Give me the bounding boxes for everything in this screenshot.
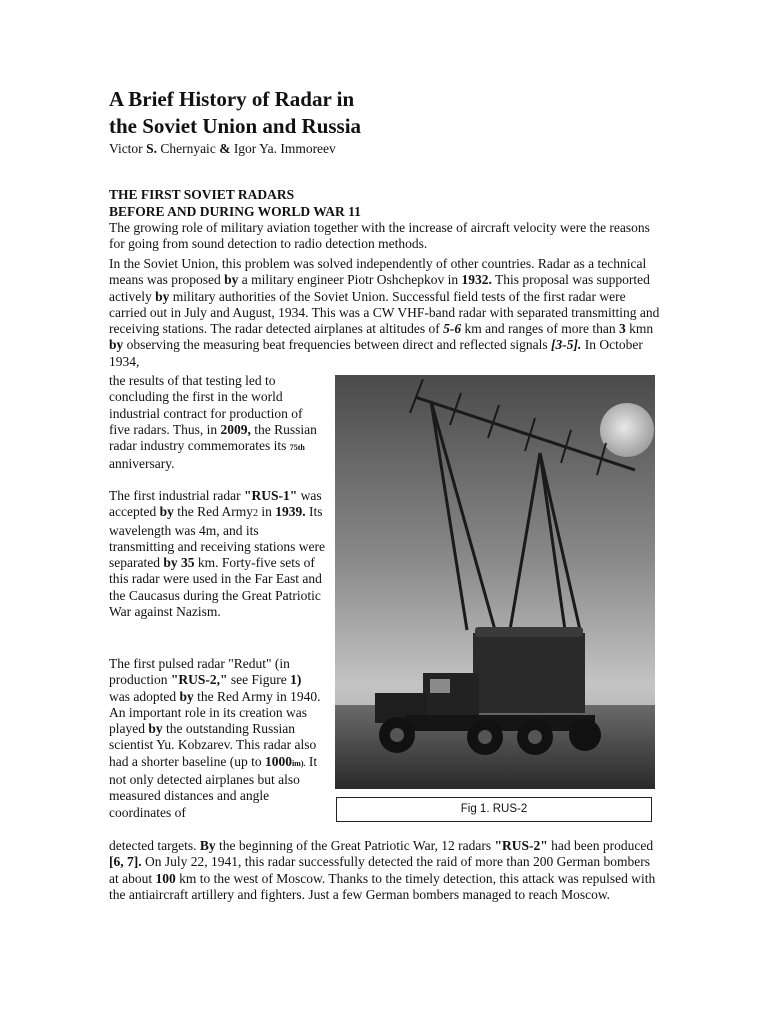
authors-line: Victor S. Chernyaic & Igor Ya. Immoreev [109,141,336,156]
column-paragraph-2: The first industrial radar "RUS-1" was accepted by the Red Army2 in 1939. Its wavelength was 4m, and its transmitting and receiving stations were separated by 35 km. Forty-five sets of this radar were used in the Far East and the Caucasus during the Great Patriotic War against Nazism. [109,488,325,620]
figure-caption: Fig 1. RUS-2 [336,797,652,822]
paragraph-2: In the Soviet Union, this problem was solved independently of other countries. Radar as a technical means was proposed by a military engineer Piotr Oshchepkov in 1932. This proposal was supported actively by military authorities of the Soviet Union. Successful field tests of the first radar were carried out in July and August, 1934. This was a CW VHF-band radar with separated transmitting and receiving stations. The radar detected airplanes at altitudes of 5-6 km and ranges of more than 3 kmn by observing the measuring beat frequencies between direct and reflected signals [3-5]. In October 1934, [109,256,660,369]
moon [600,403,654,457]
paragraph-4: detected targets. By the beginning of the Great Patriotic War, 12 radars "RUS-2" had been produced [6, 7]. On July 22, 1941, this radar successfully detected the raid of more than 200 German bombers at about 100 km to the west of Moscow. Thanks to the timely detection, this attack was repulsed with the antiaircraft artillery and fighters. Just a few German bombers managed to reach Moscow. [109,838,656,902]
title-line-2: the Soviet Union and Russia [109,114,362,138]
article-title [109,86,669,140]
column-paragraph-3: The first pulsed radar "Redut" (in production "RUS-2," see Figure 1) was adopted by the Red Army in 1940. An important role in its creation was played by the outstanding Russian scientist Yu. Kobzarev. This radar also had a shorter baseline (up to 1000im). It not only detected airplanes but also measured distances and angle coordinates of [109,656,321,820]
title-line-1: A Brief History of Radar in [109,87,355,111]
radar-truck-photo [335,375,655,789]
paragraph-1: The growing role of military aviation together with the increase of aircraft velocity were the reasons for going from sound detection to radio detection methods. [109,220,650,252]
column-paragraph-1: the results of that testing led to concluding the first in the world industrial contract for production of five radars. Thus, in 2009, the Russian radar industry commemorates its 75th anniversary. [109,373,317,472]
section-heading: THE FIRST SOVIET RADARS BEFORE AND DURING WORLD WAR 11 [109,187,361,219]
